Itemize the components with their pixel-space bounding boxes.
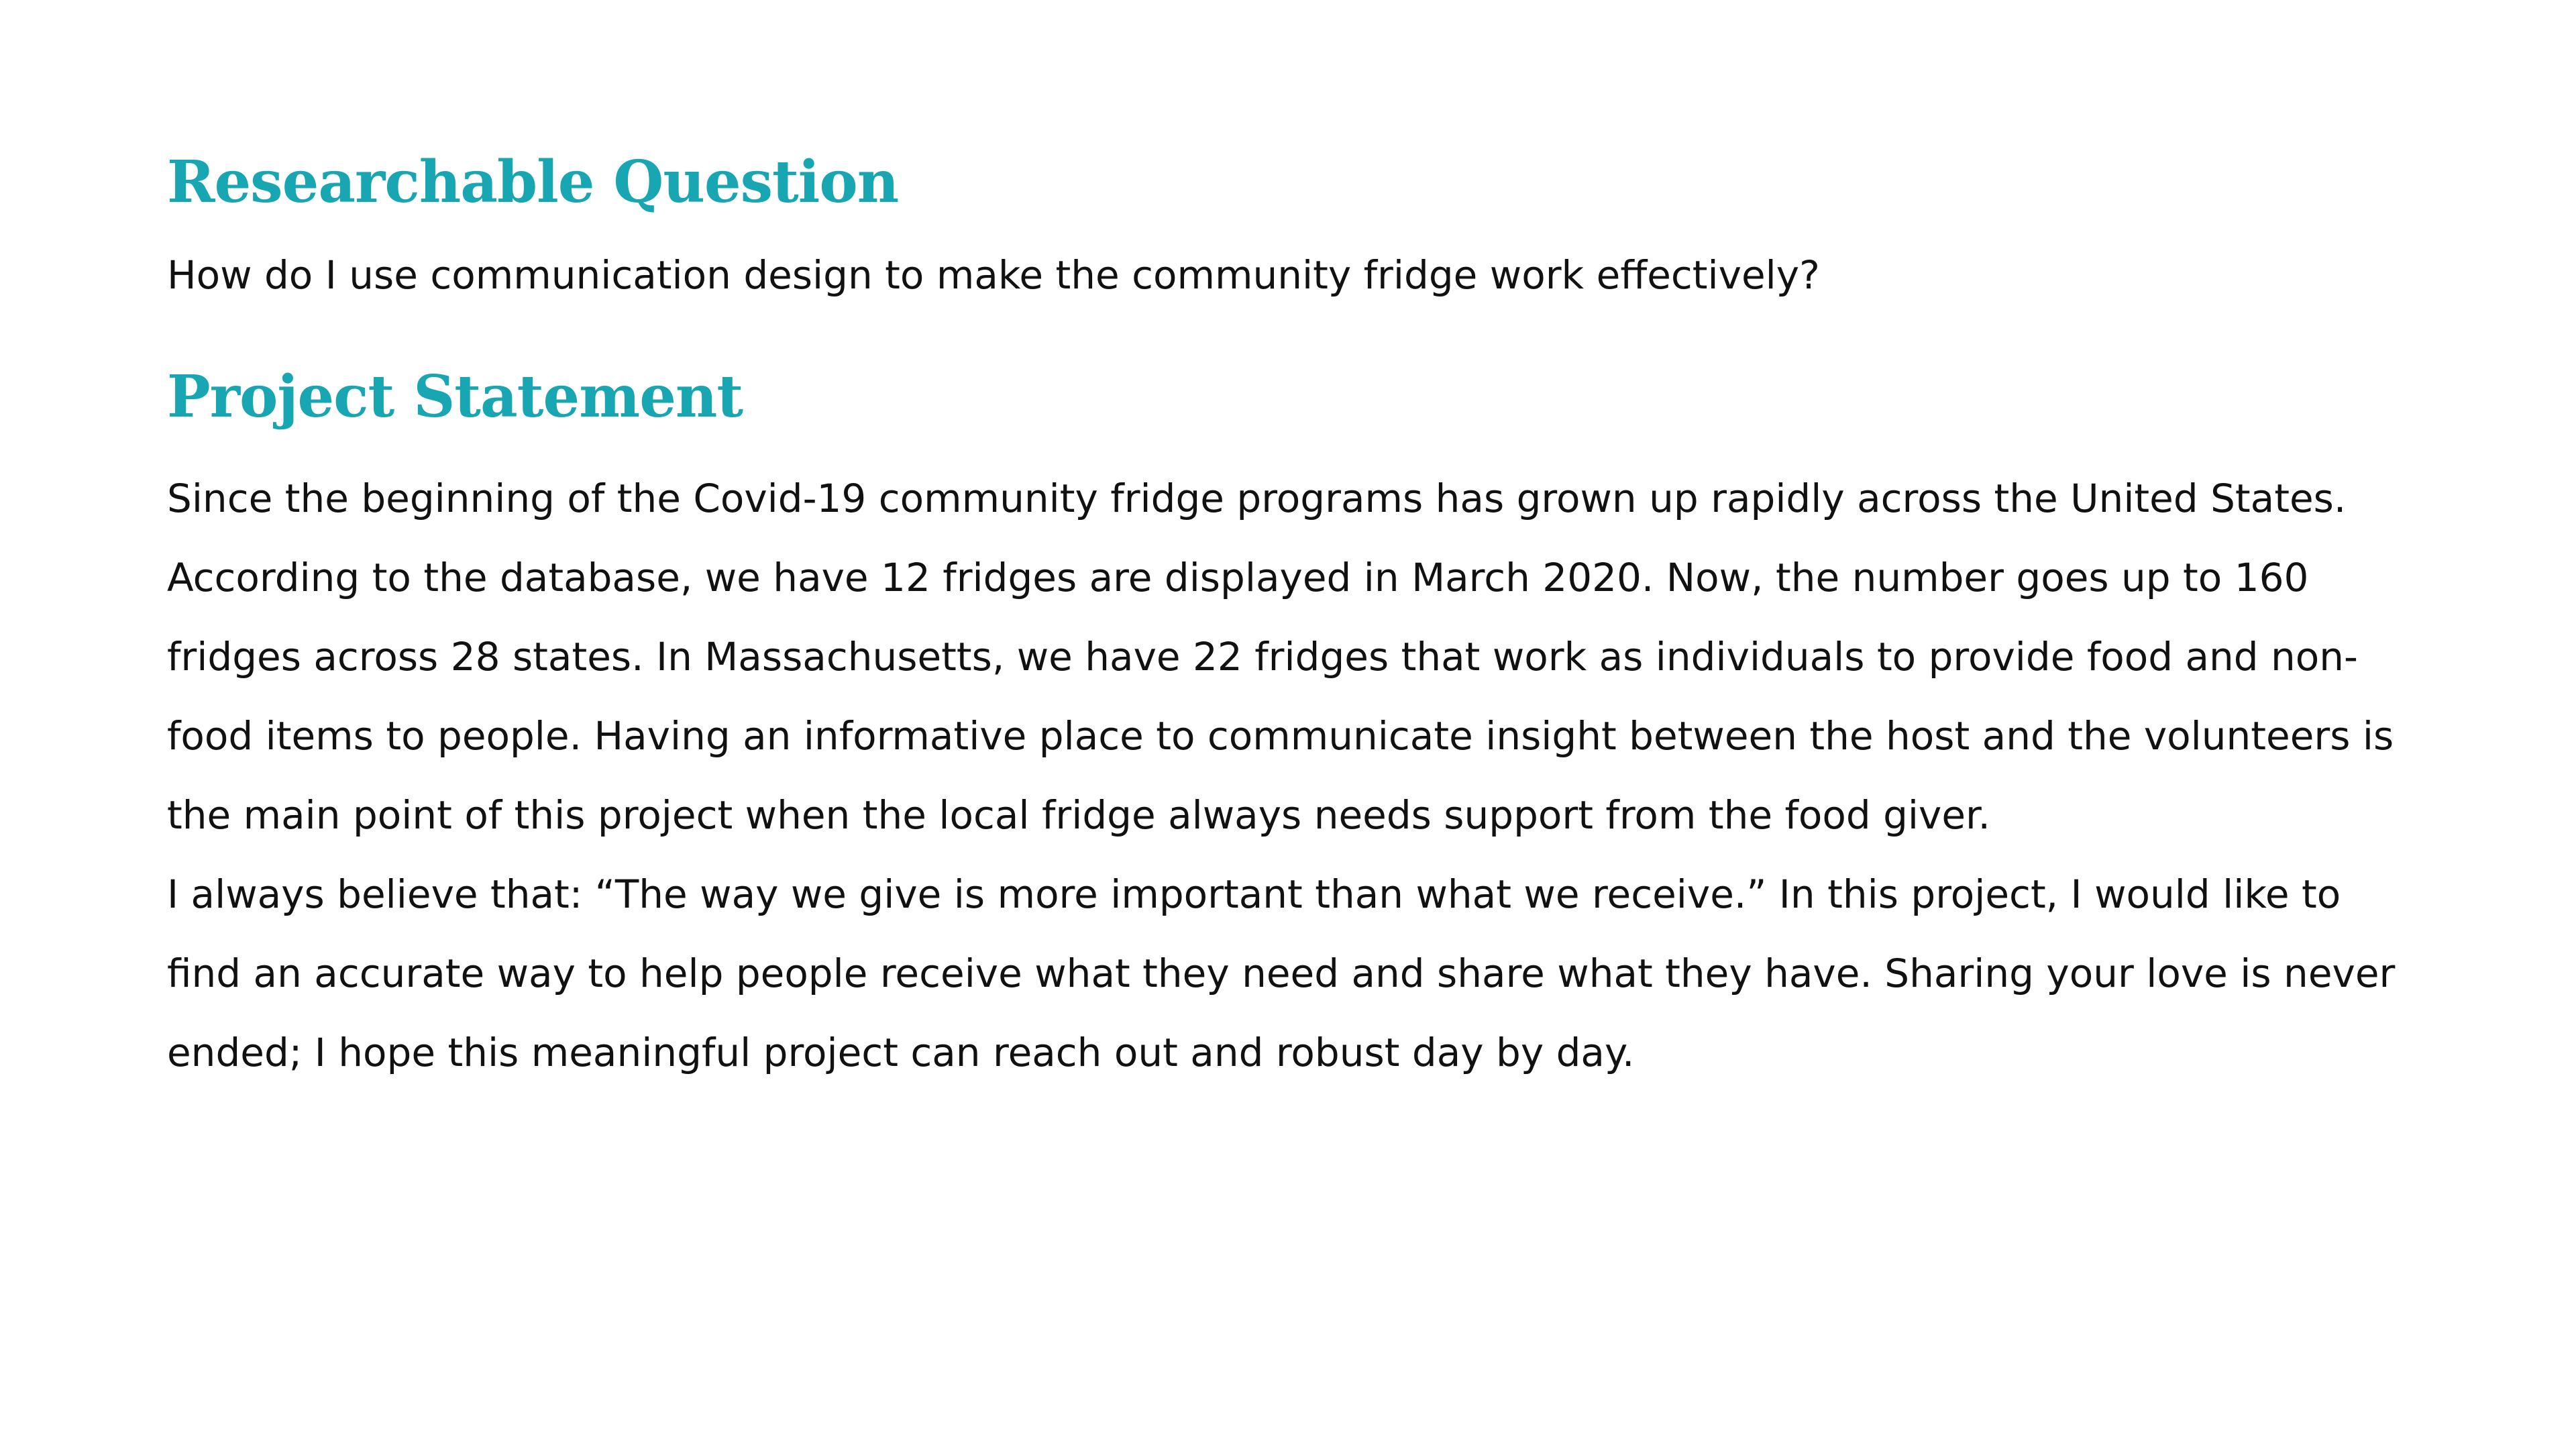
statement-line: food items to people. Having an informative place to communicate insight between the host and the volunteers is [167,713,2394,759]
project-statement-body [167,459,2434,1092]
researchable-question-heading: Researchable Question [167,148,899,216]
statement-line: ended; I hope this meaningful project can reach out and robust day by day. [167,1030,1635,1075]
statement-line: the main point of this project when the local fridge always needs support from the food giver. [167,792,1990,838]
statement-line: According to the database, we have 12 fridges are displayed in March 2020. Now, the number goes up to 160 [167,555,2309,600]
statement-line: fridges across 28 states. In Massachusetts, we have 22 fridges that work as individuals to provide food and non- [167,634,2358,680]
statement-line: Since the beginning of the Covid-19 community fridge programs has grown up rapidly across the United States. [167,476,2347,521]
statement-line: find an accurate way to help people receive what they need and share what they have. Sharing your love is never [167,951,2396,996]
document-content [167,149,2434,1092]
statement-line: I always believe that: “The way we give is more important than what we receive.” In this project, I would like to [167,871,2341,917]
project-statement-heading: Project Statement [167,363,743,431]
researchable-question-text: How do I use communication design to make the community fridge work effectively? [167,252,1820,298]
